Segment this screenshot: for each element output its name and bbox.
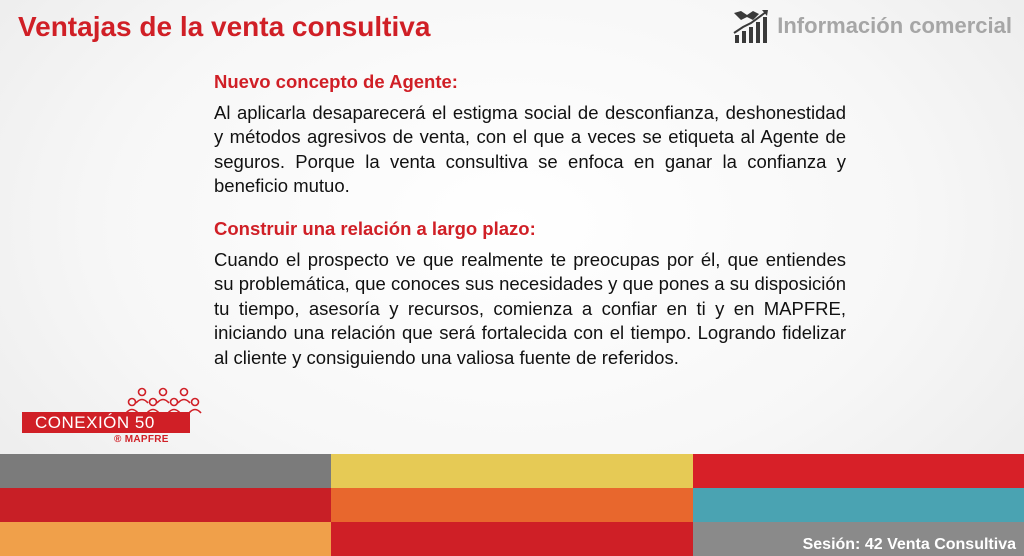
stripe-light-orange (0, 522, 331, 556)
stripe-red-top (693, 454, 1024, 488)
stripe-orange (331, 488, 693, 522)
handshake-growth-chart-icon (731, 7, 769, 45)
footer-color-stripes (0, 454, 1024, 556)
content-body (214, 70, 846, 371)
stripe-gray (0, 454, 331, 488)
session-label: Sesión: 42 Venta Consultiva (802, 536, 1016, 553)
people-group-icon (118, 386, 208, 414)
stripe-red-bottom (331, 522, 693, 556)
stripe-red-mid (0, 488, 331, 522)
section-heading-relationship: Construir una relación a largo plazo: (214, 217, 536, 239)
slide-title: Ventajas de la venta consultiva (18, 11, 431, 42)
conexion-50-logo (22, 386, 190, 446)
brand-header (731, 6, 1012, 46)
section-text-relationship: Cuando el prospecto ve que realmente te preocupas por él, que entiendes su problemática, que conoces sus necesidades y que pones a su disposición tu tiempo, asesoría y recursos, comienza a confiar en ti y en MAPFRE, iniciando una relación que será fortalecida con el tiempo. Logrando fidelizar al cliente y consiguiendo una valiosa fuente de referidos. (214, 248, 846, 368)
stripe-yellow (331, 454, 693, 488)
logo-name: CONEXIÓN 50 (35, 413, 155, 432)
logo-company: ® MAPFRE (114, 434, 169, 445)
stripe-teal (693, 488, 1024, 522)
section-heading-agent: Nuevo concepto de Agente: (214, 71, 458, 92)
section-text-agent: Al aplicarla desaparecerá el estigma social de desconfianza, deshonestidad y métodos agresivos de venta, con el que a veces se etiqueta al Agente de seguros. Porque la venta consultiva se enfoca en ganar la confianza y beneficio mutuo. (214, 101, 846, 197)
brand-label: Información comercial (777, 13, 1012, 38)
